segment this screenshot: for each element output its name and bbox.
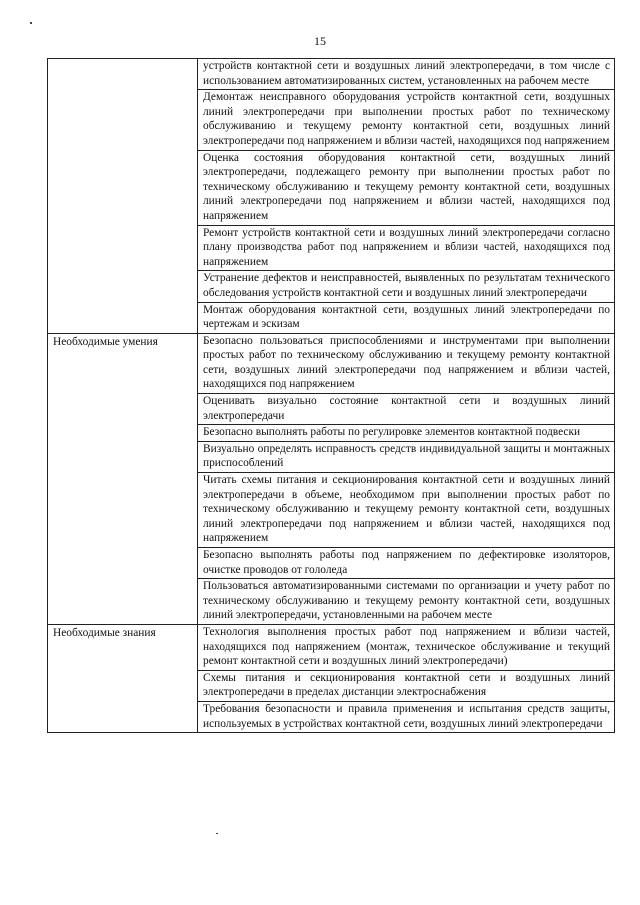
competency-table <box>47 58 615 733</box>
page-number: 15 <box>314 34 326 48</box>
table-cell: Безопасно выполнять работы под напряжением по дефектировке изоляторов, очистке проводов от гололеда <box>198 548 615 579</box>
table-cell: Пользоваться автоматизированными системами по организации и учету работ по техническому обслуживанию и текущему ремонту контактной сети, воздушных линий электропередачи, установленными на рабочем месте <box>198 579 615 625</box>
table-row <box>48 59 615 90</box>
table-cell: Визуально определять исправность средств индивидуальной защиты и монтажных приспособлений <box>198 441 615 472</box>
table-cell: Оценивать визуально состояние контактной сети и воздушных линий электропередачи <box>198 394 615 425</box>
table-cell: Устранение дефектов и неисправностей, выявленных по результатам технического обследования устройств контактной сети и воздушных линий электропередачи <box>198 271 615 302</box>
scan-speck <box>216 833 218 834</box>
scan-speck <box>30 22 32 24</box>
table-cell: Схемы питания и секционирования контактной сети и воздушных линий электропередачи в пределах дистанции электроснабжения <box>198 670 615 701</box>
table-cell: Технология выполнения простых работ под напряжением и вблизи частей, находящихся под напряжением (монтаж, техническое обслуживание и текущий ремонт контактной сети и воздушных линий электропередачи) <box>198 624 615 670</box>
table-cell: Требования безопасности и правила применения и испытания средств защиты, используемых в устройствах контактной сети, воздушных линий электропередачи <box>198 701 615 732</box>
table-cell: устройств контактной сети и воздушных линий электропередачи, в том числе с использованием автоматизированных систем, установленных на рабочем месте <box>198 59 615 90</box>
table-cell: Монтаж оборудования контактной сети, воздушных линий электропередачи по чертежам и эскизам <box>198 302 615 333</box>
knowledge-label: Необходимые знания <box>48 624 198 732</box>
skills-label: Необходимые умения <box>48 333 198 624</box>
table-cell: Безопасно выполнять работы по регулировке элементов контактной подвески <box>198 425 615 442</box>
table-row <box>48 624 615 670</box>
table-cell: Безопасно пользоваться приспособлениями и инструментами при выполнении простых работ по техническому обслуживанию и текущему ремонту контактной сети, воздушных линий электропередачи под напряжением и вблизи частей, находящихся под напряжением <box>198 333 615 393</box>
table-row <box>48 333 615 393</box>
table-cell: Демонтаж неисправного оборудования устройств контактной сети, воздушных линий электропередачи при выполнении простых работ по техническому обслуживанию и текущему ремонту контактной сети, воздушных линий электропередачи под напряжением и вблизи частей, находящихся под напряжением <box>198 90 615 150</box>
table-cell: Ремонт устройств контактной сети и воздушных линий электропередачи согласно плану производства работ под напряжением и вблизи частей, находящихся под напряжением <box>198 225 615 271</box>
label-cell-empty <box>48 59 198 334</box>
table-cell: Оценка состояния оборудования контактной сети, воздушных линий электропередачи, подлежащего ремонту при выполнении простых работ по техническому обслуживанию и текущему ремонту контактной сети, воздушных линий электропередачи под напряжением и вблизи частей, находящихся под напряжением <box>198 150 615 225</box>
table-cell: Читать схемы питания и секционирования контактной сети и воздушных линий электропередачи в объеме, необходимом при выполнении простых работ по техническому обслуживанию и текущему ремонту контактной сети, воздушных линий электропередачи под напряжением и вблизи частей, находящихся под напряжением <box>198 473 615 548</box>
